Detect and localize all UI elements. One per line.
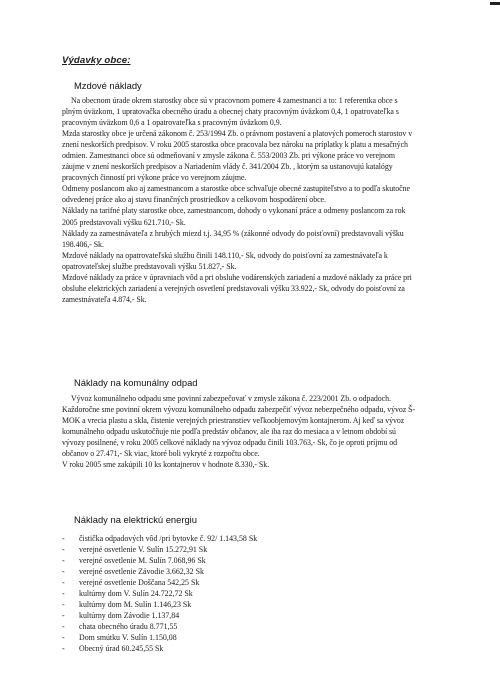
list-item: - verejné osvetlenie Doščana 542,25 Sk (62, 578, 200, 588)
list-item: - Dom smútku V. Sulín 1.150,08 (62, 633, 177, 643)
odpad-title: Náklady na komunálny odpad (74, 377, 198, 388)
list-item: - kultúrny dom Závodie 1.137,84 (62, 611, 180, 621)
mzdove-text (62, 95, 417, 305)
scan-mark (490, 2, 500, 5)
list-item: - kultúrny dom V. Sulín 24.722,72 Sk (62, 589, 193, 599)
paragraph: V roku 2005 sme zakúpili 10 ks kontajnerov v hodnote 8.330,- Sk. (62, 460, 270, 470)
paragraph: Náklady za zamestnávateľa z hrubých miezd t.j. 34,95 % (zákonné odvody do poisťovní) predstavovali výšku 198.406,- Sk. (62, 228, 404, 249)
paragraph: Mzda starostky obce je určená zákonom č. 253/1994 Zb. o právnom postavení a platových pomeroch starostov v znení neskorších predpisov. V roku 2005 starostka obce pracovala bez nároku na príplatky k platu a mesačných odmien. Zamestnanci obce sú odmeňovaní v zmysle zákona č. 553/2003 Zb. pri výkone práce vo verejnom záujme v znení neskorších predpisov a Nariadením vlády č. 341/2004 Zb. , ktorým sa ustanovujú katalógy pracovných činností pri výkone práce vo verejnom záujme. (62, 129, 413, 183)
section-heading: Výdavky obce: (62, 55, 131, 66)
mzdove-title: Mzdové náklady (74, 80, 142, 91)
list-item: - čistička odpadových vôd /pri bytovke č. 92/ 1.143,58 Sk (62, 534, 258, 543)
paragraph: Náklady na tarifné platy starostke obce, zamestnancom, dohody o vykonaní práce a odmeny poslancom za rok 2005 predstavovali výšku 621.710,- Sk. (62, 206, 406, 227)
list-item: - chata obecného úradu 8.771,55 (62, 622, 178, 632)
list-item: - verejné osvetlenie Závodie 3.662,32 Sk (62, 567, 204, 577)
paragraph: Na obecnom úrade okrem starostky obce sú v pracovnom pomere 4 zamestnanci a to: 1 referentka obce s plným úväzkom, 1 upratovačka obecného úradu a obecnej chaty pracovným úväzkom 0,4, 1 opatrovateľka s pracovným úväzkom 0,6 a 1 opatrovateľka s pracovným úväzkom 0,9. (62, 96, 399, 128)
paragraph: Vývoz komunálneho odpadu sme povinní zabezpečovať v zmysle zákona č. 223/2001 Zb. o odpadoch. Každoročne sme povinní okrem vývozu komunálneho odpadu zabezpečiť vývoz nebezpečného odpadu, vývoz Š-MOK a vrecia plastu a skla, čistenie verejných priestranstiev veľkoobjemovým kontajnerom. Aj keď sa vývoz komunálneho odpadu uskutočňuje nie podľa predstáv občanov, ale iba raz do mesiaca a v letnom období sú vývozy posilnené, v roku 2005 celkové náklady na vývoz odpadu činili 103.763,- Sk, čo je oproti príjmu od občanov o 27.471,- Sk viac, ktoré boli vykryté z rozpočtu obce. (62, 394, 416, 459)
list-item: - verejné osvetlenie M. Sulín 7.068,96 Sk (62, 556, 206, 566)
paragraph: Mzdové náklady na opatrovateľskú službu činili 148.110,- Sk, odvody do poisťovní za zamestnávateľa k opatrovateľskej službe predstavovali výšku 51.827,- Sk. (62, 250, 388, 271)
list-item: - Obecný úrad 60.245,55 Sk (62, 644, 164, 654)
odpad-text (62, 393, 417, 470)
energy-cost-list (62, 533, 257, 655)
energia-title: Náklady na elektrickú energiu (74, 514, 197, 525)
paragraph: Mzdové náklady za práce v úpravniach vôd a pri obsluhe vodárenských zariadení a mzdové náklady za práce pri obsluhe elektrických zariadení a verejných osvetlení predstavovali výšku 33.922,- Sk, odvody do poisťovní za zamestnávateľa 4.874,- Sk. (62, 272, 412, 304)
list-item: - verejné osvetlenie V. Sulín 15.272,91 Sk (62, 545, 208, 555)
list-item: - kultúrny dom M. Sulín 1.146,23 Sk (62, 600, 192, 610)
paragraph: Odmeny poslancom ako aj zamestnancom a starostke obce schvaľuje obecné zastupiteľstvo a to podľa skutočne odvedenej práce ako aj stavu finančných prostriedkov a celkovom hospodárení obce. (62, 184, 410, 205)
